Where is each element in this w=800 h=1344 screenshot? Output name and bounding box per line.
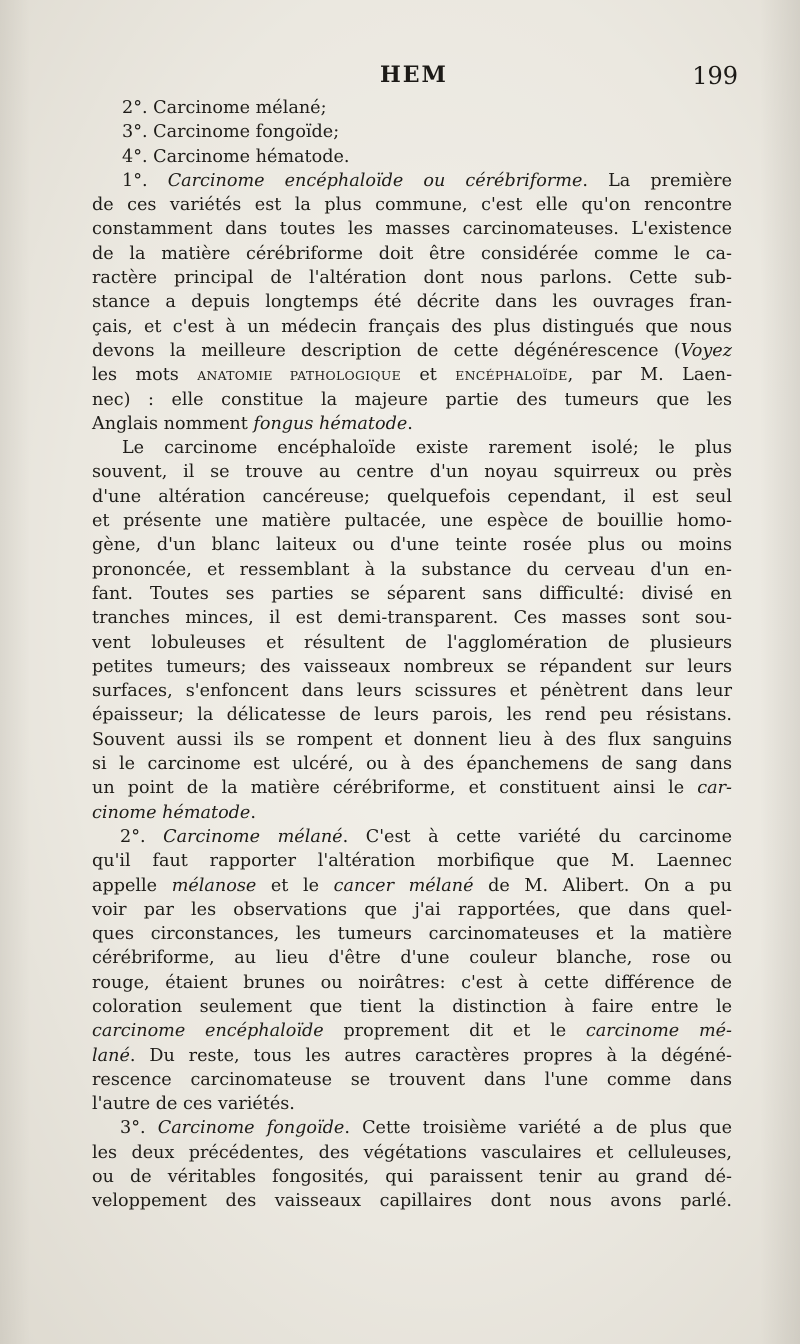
text-line	[92, 776, 732, 800]
page-number: 199	[692, 62, 738, 90]
text-run: veloppement des vaisseaux capillaires dont nous avons parlé.	[92, 1191, 732, 1212]
page-shadow-left	[0, 0, 30, 1344]
text-run: Anglais nomment	[92, 413, 254, 434]
text-run: . La première	[582, 170, 732, 191]
text-line	[92, 120, 732, 144]
text-line	[92, 1141, 732, 1165]
text-run: gène, d'un blanc laiteux ou d'une teinte rosée plus ou moins	[92, 535, 732, 556]
running-head: HEM	[380, 62, 448, 88]
text-line	[92, 1044, 732, 1068]
text-line	[92, 533, 732, 557]
text-run: , par M. Laen-	[567, 365, 733, 386]
text-line	[92, 193, 732, 217]
text-run: .	[407, 413, 413, 434]
text-run: et le	[256, 875, 334, 896]
text-line	[92, 703, 732, 727]
text-line	[92, 1019, 732, 1043]
text-run: coloration seulement que tient la distinction à faire entre le	[92, 996, 732, 1017]
text-run: constamment dans toutes les masses carcinomateuses. L'existence	[92, 219, 732, 240]
text-line	[92, 1165, 732, 1189]
text-line	[92, 315, 732, 339]
text-line	[92, 874, 732, 898]
text-run: et présente une matière pultacée, une espèce de bouillie homo-	[92, 511, 732, 532]
text-run: prononcée, et ressemblant à la substance du cerveau d'un en-	[92, 559, 732, 580]
text-run: nec) : elle constitue la majeure partie des tumeurs que les	[92, 389, 732, 410]
text-line	[92, 1189, 732, 1213]
text-line	[92, 946, 732, 970]
text-run: 2°.	[120, 826, 164, 847]
text-run: 3°. Carcinome fongoïde;	[122, 122, 340, 143]
text-line	[92, 339, 732, 363]
text-run: 2°. Carcinome mélané;	[122, 98, 327, 118]
italic-text: Carcinome encéphaloïde ou cérébriforme	[167, 170, 583, 191]
text-line	[92, 363, 732, 387]
italic-text: Carcinome mélané	[163, 826, 343, 847]
italic-text: fongus hématode	[253, 413, 408, 434]
text-run: rouge, étaient brunes ou noirâtres: c'est à cette différence de	[92, 972, 732, 993]
text-run: ractère principal de l'altération dont nous parlons. Cette sub-	[92, 268, 732, 289]
italic-text: Voyez	[680, 340, 732, 361]
italic-text: carcinome encéphaloïde	[92, 1021, 324, 1042]
text-run: appelle	[92, 875, 172, 896]
text-line	[92, 217, 732, 241]
text-run: d'une altération cancéreuse; quelquefois cependant, il est seul	[92, 486, 732, 507]
text-run: çais, et c'est à un médecin français des plus distingués que nous	[92, 316, 732, 337]
text-run: .	[250, 802, 256, 823]
italic-text: carcinome mé-	[585, 1021, 732, 1042]
text-run: rescence carcinomateuse se trouvent dans l'une comme dans	[92, 1069, 732, 1090]
text-run: Le carcinome encéphaloïde existe rarement isolé; le plus	[122, 438, 732, 459]
text-run: de ces variétés est la plus commune, c'est elle qu'on rencontre	[92, 195, 732, 216]
text-run: 4°. Carcinome hématode.	[122, 146, 350, 167]
text-line	[92, 509, 732, 533]
text-line	[92, 558, 732, 582]
text-line	[92, 752, 732, 776]
text-run: ques circonstances, les tumeurs carcinomateuses et la matière	[92, 924, 732, 945]
text-line	[92, 242, 732, 266]
text-run: 1°.	[122, 170, 168, 191]
text-line	[92, 801, 732, 825]
body-text	[92, 96, 732, 1214]
text-line	[92, 290, 732, 314]
text-line	[92, 96, 732, 120]
text-run: fant. Toutes ses parties se séparent sans difficulté: divisé en	[92, 583, 732, 604]
text-run: voir par les observations que j'ai rapportées, que dans quel-	[92, 899, 732, 920]
text-run: devons la meilleure description de cette dégénérescence (	[92, 340, 681, 361]
text-line	[92, 485, 732, 509]
text-line	[92, 922, 732, 946]
text-line	[92, 145, 732, 169]
text-run: . Cette troisième variété a de plus que	[344, 1118, 733, 1139]
text-run: . C'est à cette variété du carcinome	[342, 826, 732, 847]
text-line	[92, 631, 732, 655]
text-run: les mots	[92, 365, 198, 386]
text-line	[92, 1068, 732, 1092]
text-line	[92, 460, 732, 484]
text-line	[92, 1116, 732, 1140]
italic-text: cinome hématode	[92, 802, 251, 823]
text-line	[92, 436, 732, 460]
italic-text: lané	[92, 1045, 130, 1066]
italic-text: Carcinome fongoïde	[157, 1118, 345, 1139]
text-run: si le carcinome est ulcéré, ou à des épanchemens de sang dans	[92, 754, 732, 775]
text-run: qu'il faut rapporter l'altération morbifique que M. Laennec	[92, 851, 732, 872]
small-caps-text: ENCÉPHALOÏDE	[455, 368, 568, 384]
text-line	[92, 728, 732, 752]
text-run: les deux précédentes, des végétations vasculaires et celluleuses,	[92, 1142, 732, 1163]
text-line	[92, 971, 732, 995]
text-run: Souvent aussi ils se rompent et donnent lieu à des flux sanguins	[92, 729, 732, 750]
text-line	[92, 606, 732, 630]
italic-text: car-	[697, 778, 732, 799]
text-line	[92, 266, 732, 290]
text-line	[92, 995, 732, 1019]
text-line	[92, 825, 732, 849]
text-run: surfaces, s'enfoncent dans leurs scissures et pénètrent dans leur	[92, 681, 732, 702]
text-run: cérébriforme, au lieu d'être d'une couleur blanche, rose ou	[92, 948, 732, 969]
text-run: ou de véritables fongosités, qui paraissent tenir au grand dé-	[92, 1167, 732, 1188]
text-run: 3°.	[120, 1118, 158, 1139]
text-run: épaisseur; la délicatesse de leurs parois, les rend peu résistans.	[92, 705, 732, 726]
text-line	[92, 679, 732, 703]
text-line	[92, 849, 732, 873]
text-run: souvent, il se trouve au centre d'un noyau squirreux ou près	[92, 462, 732, 483]
small-caps-text: ANATOMIE PATHOLOGIQUE	[197, 368, 401, 384]
text-line	[92, 582, 732, 606]
text-line	[92, 169, 732, 193]
text-run: tranches minces, il est demi-transparent. Ces masses sont sou-	[92, 608, 732, 629]
italic-text: cancer mélané	[333, 875, 474, 896]
text-run: . Du reste, tous les autres caractères propres à la dégéné-	[129, 1045, 732, 1066]
page-shadow-right	[760, 0, 800, 1344]
text-run: proprement dit et le	[323, 1021, 586, 1042]
text-run: un point de la matière cérébriforme, et constituent ainsi le	[92, 778, 698, 799]
italic-text: mélanose	[171, 875, 257, 896]
text-run: et	[400, 365, 456, 386]
text-line	[92, 655, 732, 679]
text-run: de la matière cérébriforme doit être considérée comme le ca-	[92, 243, 732, 264]
text-run: stance a depuis longtemps été décrite dans les ouvrages fran-	[92, 292, 732, 313]
text-line	[92, 412, 732, 436]
page-header	[90, 62, 738, 96]
text-run: l'autre de ces variétés.	[92, 1094, 295, 1115]
text-line	[92, 1092, 732, 1116]
text-run: de M. Alibert. On a pu	[473, 875, 732, 896]
text-run: vent lobuleuses et résultent de l'agglomération de plusieurs	[92, 632, 732, 653]
text-line	[92, 388, 732, 412]
text-line	[92, 898, 732, 922]
text-run: petites tumeurs; des vaisseaux nombreux se répandent sur leurs	[92, 656, 732, 677]
